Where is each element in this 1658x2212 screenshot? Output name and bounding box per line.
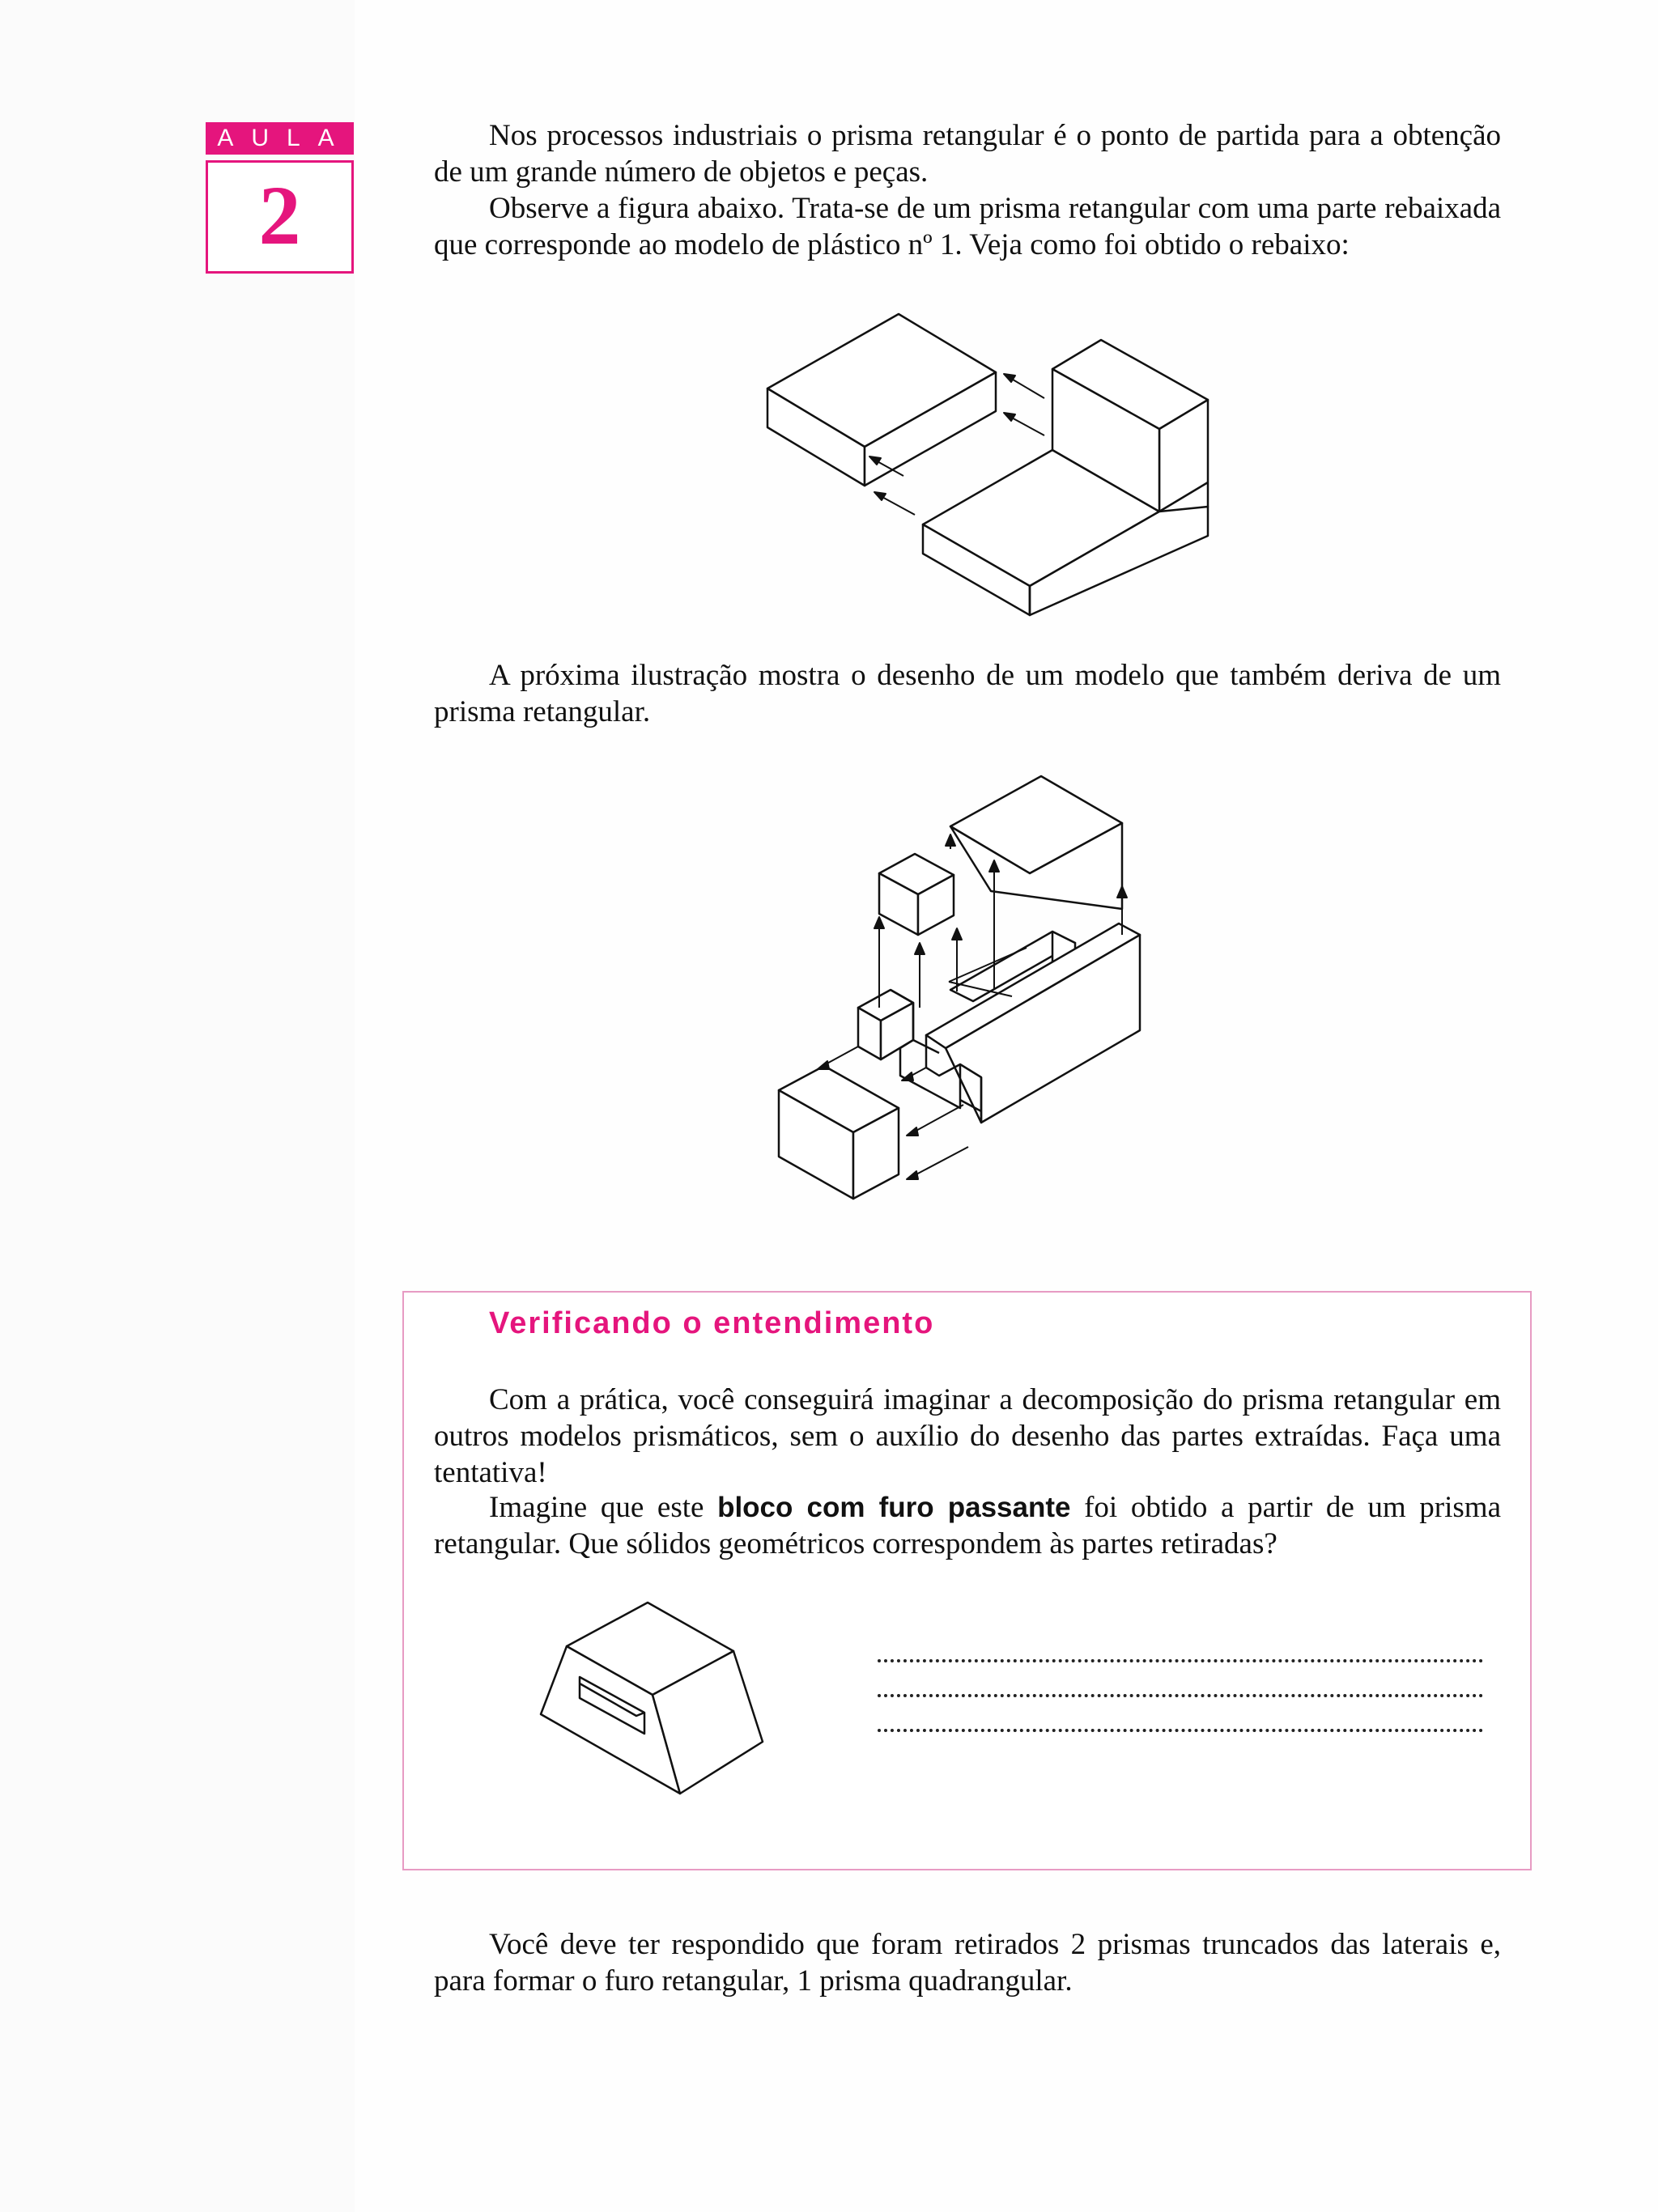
answer-paragraph: Você deve ter respondido que foram retirados 2 prismas truncados das laterais e, para formar o furo retangular, 1 prisma quadrangular.	[434, 1928, 1501, 1998]
verification-paragraph-2: Imagine que este bloco com furo passante foi obtido a partir de um prisma retangular. Que sólidos geométricos correspondem às partes retiradas?	[434, 1491, 1501, 1560]
page-margin	[0, 0, 355, 2212]
answer-line-2[interactable]	[878, 1691, 1483, 1697]
bold-term: bloco com furo passante	[717, 1492, 1071, 1523]
answer-line-3[interactable]	[878, 1726, 1483, 1732]
extracted-wedge	[950, 776, 1122, 909]
intro-paragraph-1: Nos processos industriais o prisma retangular é o ponto de partida para a obtenção de um grande número de objetos e peças.	[434, 119, 1501, 189]
lesson-label: AULA	[206, 122, 354, 155]
figure-decomposed-model	[769, 773, 1158, 1210]
extracted-cube-mid	[858, 990, 913, 1059]
extracted-block	[767, 314, 996, 486]
extracted-block-bottom	[779, 1066, 899, 1199]
figure-block-with-hole	[534, 1594, 769, 1805]
answer-line-1[interactable]	[878, 1656, 1483, 1662]
verification-paragraph-1: Com a prática, você conseguirá imaginar a decomposição do prisma retangular em outros modelos prismáticos, sem o auxílio do desenho das partes extraídas. Faça uma tentativa!	[434, 1383, 1501, 1489]
extracted-cube-top	[879, 854, 954, 935]
remaining-body	[926, 923, 1140, 1123]
verification-title: Verificando o entendimento	[489, 1306, 935, 1340]
intro-paragraph-2: Observe a figura abaixo. Trata-se de um prisma retangular com uma parte rebaixada que corresponde ao modelo de plástico nº 1. Veja como foi obtido o rebaixo:	[434, 192, 1501, 261]
figure-recessed-prism	[761, 308, 1231, 623]
second-paragraph: A próxima ilustração mostra o desenho de um modelo que também deriva de um prisma retangular.	[434, 659, 1501, 728]
lesson-number: 2	[206, 160, 354, 274]
